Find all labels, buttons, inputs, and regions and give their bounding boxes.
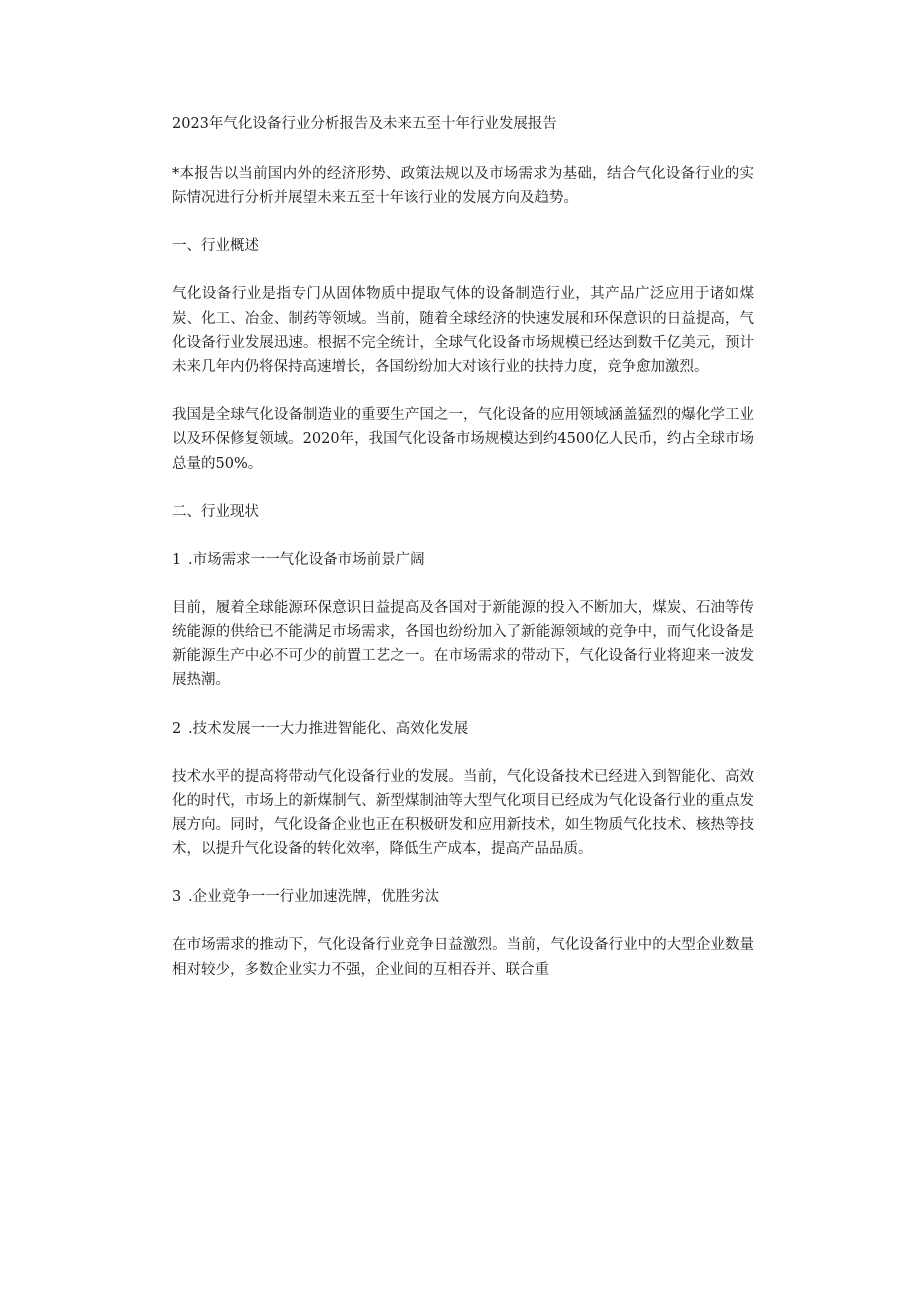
market-demand-paragraph: 目前，履着全球能源环保意识日益提高及各国对于新能源的投入不断加大，煤炭、石油等传统能源的供给已不能满足市场需求，各国也纷纷加入了新能源领域的竞争中，而气化设备是新能源生产中必不可少的前置工艺之一。在市场需求的带动下，气化设备行业将迎来一波发展热潮。: [172, 599, 754, 689]
intro-paragraph: *本报告以当前国内外的经济形势、政策法规以及市场需求为基础，结合气化设备行业的实际情况进行分析并展望未来五至十年该行业的发展方向及趋势。: [172, 166, 754, 207]
subsection-heading-market-demand: [172, 548, 754, 572]
tech-development-paragraph: 技术水平的提高将带动气化设备行业的发展。当前，气化设备技术已经进入到智能化、高效化的时代，市场上的新煤制气、新型煤制油等大型气化项目已经成为气化设备行业的重点发展方向。同时，气化设备企业也正在积极研发和应用新技术，如生物质气化技术、核热等技术，以提升气化设备的转化效率，降低生产成本，提高产品品质。: [172, 768, 754, 858]
section-heading-overview: 一、行业概述: [172, 238, 259, 255]
subsection-title: .市场需求一一气化设备市场前景广阔: [188, 551, 425, 568]
overview-paragraph-2: 我国是全球气化设备制造业的重要生产国之一，气化设备的应用领域涵盖猛烈的爆化学工业以及环保修复领域。2020年，我国气化设备市场规模达到约4500亿人民币，约占全球市场总量的50%。: [172, 407, 754, 472]
overview-paragraph-1: 气化设备行业是指专门从固体物质中提取气体的设备制造行业，其产品广泛应用于诸如煤炭、化工、冶金、制药等领域。当前，随着全球经济的快速发展和环保意识的日益提高，气化设备行业发展迅速。根据不完全统计，全球气化设备市场规模已经达到数千亿美元，预计未来几年内仍将保持高速增长，各国纷纷加大对该行业的扶持力度，竞争愈加激烈。: [172, 286, 754, 376]
subsection-heading-tech-development: [172, 717, 754, 741]
subsection-title: .企业竞争一一行业加速洗牌，优胜劣汰: [188, 889, 440, 906]
subsection-heading-competition: [172, 885, 754, 909]
subsection-number: 1: [172, 551, 182, 568]
section-heading-status: 二、行业现状: [172, 503, 259, 520]
document-page: [172, 112, 754, 1006]
subsection-number: 3: [172, 889, 182, 906]
document-title: 2023年气化设备行业分析报告及未来五至十年行业发展报告: [172, 116, 557, 132]
subsection-number: 2: [172, 720, 182, 737]
subsection-title: .技术发展一一大力推进智能化、高效化发展: [188, 720, 469, 737]
competition-paragraph: 在市场需求的推动下，气化设备行业竞争日益激烈。当前，气化设备行业中的大型企业数量相对较少，多数企业实力不强，企业间的互相吞并、联合重: [172, 937, 754, 978]
